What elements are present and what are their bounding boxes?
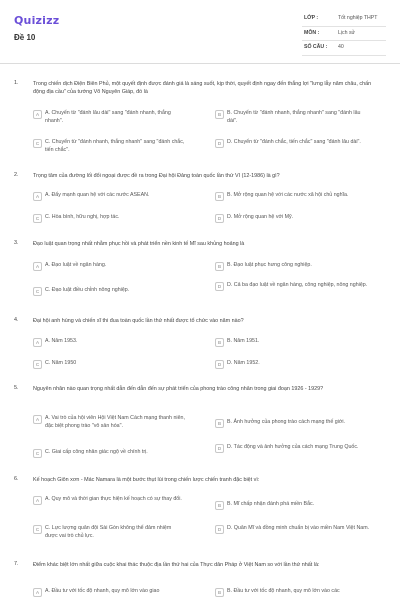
option-text: C. Hòa bình, hữu nghị, hợp tác. — [45, 214, 120, 220]
option-letter-badge: A — [33, 338, 42, 347]
question-number: 4. — [14, 317, 19, 323]
meta-divider — [302, 40, 386, 41]
option-d[interactable] — [215, 444, 367, 453]
option-d[interactable] — [215, 360, 367, 369]
option-text: C. Lực lượng quân đội Sài Gòn không thể đảm nhiệm được vai trò chủ lực. — [45, 525, 172, 539]
option-c[interactable] — [33, 214, 185, 223]
question-text: Đạo luật quan trọng nhất nhằm phục hồi và phát triển nền kinh tế Mĩ sau khủng hoảng là — [33, 241, 245, 247]
option-a[interactable] — [33, 192, 205, 201]
quizizz-logo: Quizizz — [14, 14, 60, 27]
option-text: D. Quân Mĩ và đồng minh chuẩn bị vào miền Nam Việt Nam. — [227, 525, 370, 531]
option-d[interactable] — [215, 282, 382, 291]
option-letter-badge: D — [215, 525, 224, 534]
meta-info — [304, 15, 377, 59]
option-text: C. Giai cấp công nhân giác ngộ về chính trị. — [45, 449, 148, 455]
question-number: 5. — [14, 385, 19, 391]
option-letter-badge: D — [215, 444, 224, 453]
question-text: Đại hội anh hùng và chiến sĩ thi đua toàn quốc lần thứ nhất được tổ chức vào năm nào? — [33, 318, 244, 324]
option-text: A. Quy mô và thời gian thực hiện kế hoạch có sự thay đổi. — [45, 496, 182, 502]
option-text: B. Năm 1951. — [227, 338, 260, 344]
option-letter-badge: B — [215, 338, 224, 347]
option-text: A. Đẩy mạnh quan hệ với các nước ASEAN. — [45, 192, 150, 198]
question-number: 2. — [14, 172, 19, 178]
question-text: Trọng tâm của đường lối đổi ngoại được đề ra trong Đại hội Đảng toàn quốc lần thứ VI (12-1986) là gì? — [33, 173, 280, 179]
option-a[interactable] — [33, 338, 185, 347]
option-letter-badge: B — [215, 588, 224, 597]
option-c[interactable] — [33, 139, 185, 154]
option-text: B. Mĩ chấp nhận đánh phá miền Bắc. — [227, 501, 315, 507]
option-letter-badge: C — [33, 360, 42, 369]
meta-value: Tốt nghiệp THPT — [338, 15, 378, 21]
option-text: C. Đạo luật điều chỉnh nông nghiệp. — [45, 287, 130, 293]
option-letter-badge: C — [33, 525, 42, 534]
option-letter-badge: A — [33, 110, 42, 119]
meta-value: 40 — [338, 44, 344, 50]
option-c[interactable] — [33, 525, 185, 540]
meta-label: LỚP : — [304, 15, 319, 21]
option-a[interactable] — [33, 262, 185, 271]
meta-row-class — [304, 15, 377, 30]
worksheet-header — [0, 0, 400, 64]
option-letter-badge: C — [33, 449, 42, 458]
option-text: B. Đầu tư với tốc độ nhanh, quy mô lớn vào các — [227, 588, 340, 594]
option-a[interactable] — [33, 588, 205, 597]
option-text: D. Mở rộng quan hệ với Mỹ. — [227, 214, 294, 220]
option-b[interactable] — [215, 419, 387, 428]
question-number: 3. — [14, 240, 19, 246]
option-text: B. Ảnh hưởng của phong trào cách mạng thế giới. — [227, 419, 345, 425]
question-number: 7. — [14, 561, 19, 567]
page-title: Đề 10 — [14, 33, 36, 42]
option-letter-badge: A — [33, 262, 42, 271]
option-letter-badge: D — [215, 282, 224, 291]
option-text: A. Đầu tư với tốc độ nhanh, quy mô lớn vào giao — [45, 588, 160, 594]
option-c[interactable] — [33, 287, 185, 296]
option-text: A. Vai trò của hội viên Hội Việt Nam Cách mạng thanh niên, đặc biệt phong trào "vô sản hóa". — [45, 415, 185, 429]
header-divider — [0, 63, 400, 64]
option-letter-badge: B — [215, 419, 224, 428]
option-d[interactable] — [215, 525, 377, 534]
meta-row-subject — [304, 30, 377, 45]
option-text: D. Tác động và ảnh hưởng của cách mạng Trung Quốc. — [227, 444, 359, 450]
option-letter-badge: C — [33, 214, 42, 223]
option-c[interactable] — [33, 360, 185, 369]
option-text: A. Đạo luật về ngân hàng. — [45, 262, 107, 268]
option-b[interactable] — [215, 501, 387, 510]
meta-divider — [302, 26, 386, 27]
option-letter-badge: B — [215, 501, 224, 510]
question-number: 6. — [14, 476, 19, 482]
option-letter-badge: B — [215, 110, 224, 119]
option-a[interactable] — [33, 496, 185, 505]
option-b[interactable] — [215, 338, 367, 347]
option-text: C. Năm 1950 — [45, 360, 77, 366]
meta-divider — [302, 55, 386, 56]
question-number: 1. — [14, 80, 19, 86]
option-b[interactable] — [215, 192, 397, 201]
option-letter-badge: D — [215, 139, 224, 148]
meta-value: Lịch sử — [338, 29, 356, 36]
option-a[interactable] — [33, 110, 185, 125]
option-b[interactable] — [215, 262, 367, 271]
option-b[interactable] — [215, 110, 367, 125]
option-text: C. Chuyển từ "đánh nhanh, thắng nhanh" sang "đánh chắc, tiến chắc". — [45, 139, 185, 153]
option-letter-badge: A — [33, 415, 42, 424]
option-text: B. Chuyển từ "đánh nhanh, thắng nhanh" sang "đánh lâu dài". — [227, 110, 361, 124]
option-text: D. Năm 1952. — [227, 360, 260, 366]
option-c[interactable] — [33, 449, 185, 458]
option-letter-badge: B — [215, 192, 224, 201]
option-letter-badge: C — [33, 139, 42, 148]
option-letter-badge: D — [215, 214, 224, 223]
meta-row-count — [304, 44, 377, 59]
question-text: Nguyên nhân nào quan trọng nhất dẫn đến dẫn đến sự phát triển của phong trào công nhân trong giai đoạn 1926 - 1929? — [33, 386, 324, 392]
question-text: Trong chiến dịch Điện Biên Phủ, một quyết định được đánh giá là sáng suốt, kịp thời, quyết định ngay đến thắng lợi "lưng lẫy năm châu, chấn động địa cầu" của tướng Võ Nguyên Giáp, đó là — [33, 81, 372, 96]
option-text: B. Đạo luật phục hưng công nghiệp. — [227, 262, 312, 268]
meta-label: SỐ CÂU : — [304, 44, 328, 50]
question-text: Điểm khác biệt lớn nhất giữa cuộc khai thác thuộc địa lần thứ hai của Thực dân Pháp ở Việt Nam so với lần thứ nhất là: — [33, 562, 320, 568]
option-text: B. Mở rộng quan hệ với các nước xã hội chủ nghĩa. — [227, 192, 349, 198]
option-text: A. Chuyển từ "đánh lâu dài" sang "đánh nhanh, thắng nhanh". — [45, 110, 171, 124]
meta-label: MÔN : — [304, 29, 320, 36]
option-text: A. Năm 1953. — [45, 338, 78, 344]
option-letter-badge: C — [33, 287, 42, 296]
option-letter-badge: D — [215, 360, 224, 369]
option-a[interactable] — [33, 415, 185, 430]
question-text: Kế hoạch Giôn xơn - Mác Namara là một bước thụt lùi trong chiến lược chiến tranh đặc biệt vì: — [33, 477, 260, 483]
option-b[interactable] — [215, 588, 387, 597]
option-text: D. Cả ba đạo luật về ngân hàng, công nghiệp, nông nghiệp. — [227, 282, 368, 288]
option-letter-badge: A — [33, 588, 42, 597]
option-d[interactable] — [215, 214, 367, 223]
option-text: D. Chuyển từ "đánh chắc, tiến chắc" sang "đánh lâu dài". — [227, 139, 361, 145]
option-letter-badge: A — [33, 192, 42, 201]
option-letter-badge: B — [215, 262, 224, 271]
option-letter-badge: A — [33, 496, 42, 505]
option-d[interactable] — [215, 139, 367, 148]
